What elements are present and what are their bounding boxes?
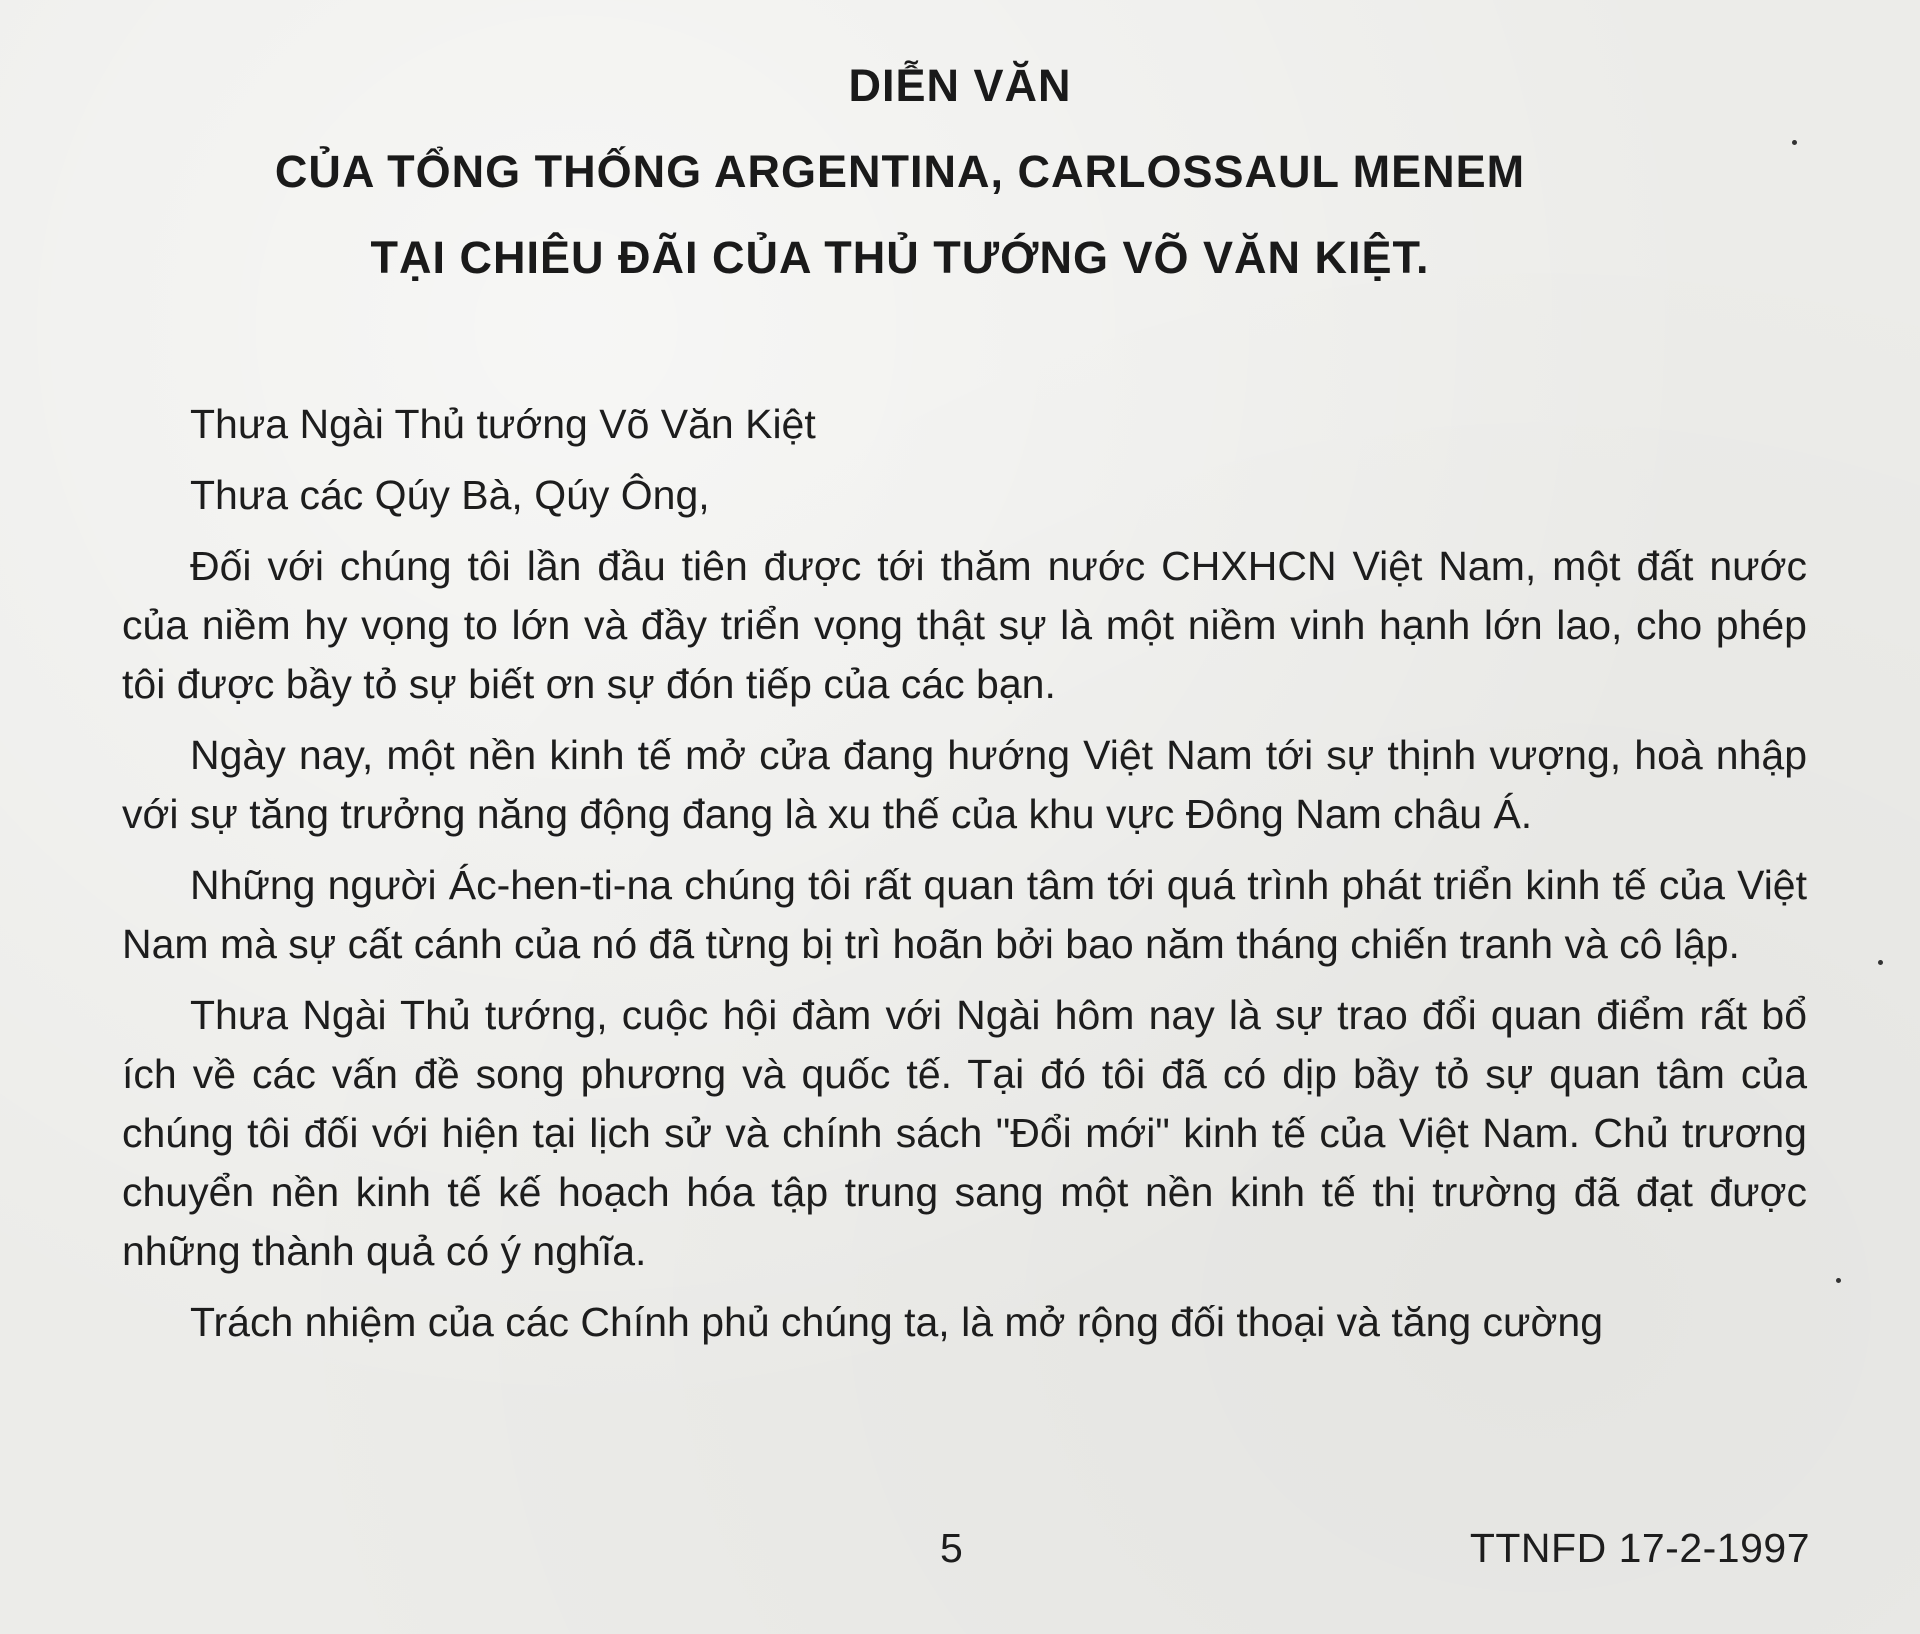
paragraph: Những người Ác-hen-ti-na chúng tôi rất quan tâm tới quá trình phát triển kinh tế của Việt Nam mà sự cất cánh của nó đã từng bị trì hoãn bởi bao năm tháng chiến tranh và cô lập.	[122, 862, 1807, 967]
paragraph: Thưa Ngài Thủ tướng, cuộc hội đàm với Ngài hôm nay là sự trao đổi quan điểm rất bổ ích về các vấn đề song phương và quốc tế. Tại đó tôi đã có dịp bầy tỏ sự quan tâm của chúng tôi đối với hiện tại lịch sử và chính sách "Đổi mới" kinh tế của Việt Nam. Chủ trương chuyển nền kinh tế kế hoạch hóa tập trung sang một nền kinh tế thị trường đã đạt được những thành quả có ý nghĩa.	[122, 992, 1807, 1274]
paragraph: Đối với chúng tôi lần đầu tiên được tới thăm nước CHXHCN Việt Nam, một đất nước của niềm hy vọng to lớn và đầy triển vọng thật sự là một niềm vinh hạnh lớn lao, cho phép tôi được bầy tỏ sự biết ơn sự đón tiếp của các bạn.	[122, 543, 1807, 707]
scan-speck	[1792, 140, 1797, 145]
document-reference: TTNFD 17-2-1997	[1469, 1525, 1810, 1571]
title-line-1: DIỄN VĂN	[848, 60, 1072, 111]
scan-speck	[1836, 1278, 1841, 1283]
page-number: 5	[940, 1525, 963, 1571]
greeting-line: Thưa Ngài Thủ tướng Võ Văn Kiệt	[190, 401, 816, 447]
title-line-2: CỦA TỔNG THỐNG ARGENTINA, CARLOSSAUL MENEM	[274, 146, 1526, 197]
title-line-3: TẠI CHIÊU ĐÃI CỦA THỦ TƯỚNG VÕ VĂN KIỆT.	[370, 232, 1430, 283]
paragraph: Ngày nay, một nền kinh tế mở cửa đang hướng Việt Nam tới sự thịnh vượng, hoà nhập với sự tăng trưởng năng động đang là xu thế của khu vực Đông Nam châu Á.	[122, 732, 1807, 837]
greeting-line: Thưa các Qúy Bà, Qúy Ông,	[190, 472, 710, 518]
scan-speck	[1878, 960, 1883, 965]
speech-body	[122, 395, 1807, 1364]
paragraph: Trách nhiệm của các Chính phủ chúng ta, là mở rộng đối thoại và tăng cường	[190, 1299, 1603, 1345]
